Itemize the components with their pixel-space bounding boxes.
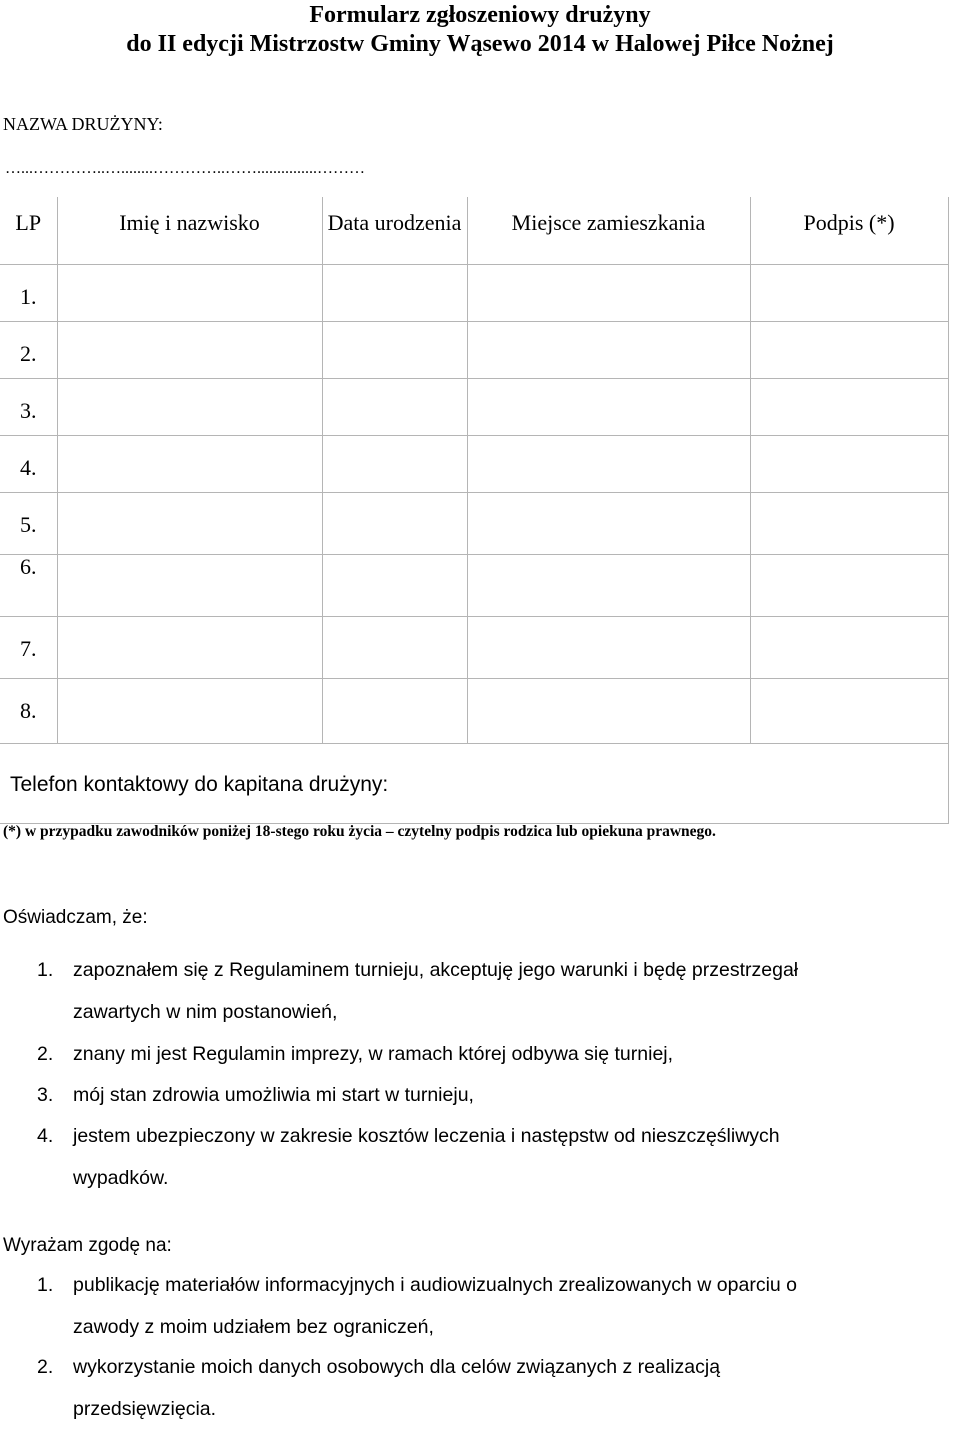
consent-item-text: publikację materiałów informacyjnych i audiowizualnych zrealizowanych w oparciu o: [73, 1274, 798, 1296]
signature-cell[interactable]: [750, 554, 948, 616]
declaration-item-number: 3.: [37, 1084, 54, 1106]
birthdate-cell[interactable]: [322, 321, 467, 378]
column-header-residence: Miejsce zamieszkania: [467, 197, 750, 264]
consent-item: [37, 1264, 958, 1348]
declaration-item-text: zapoznałem się z Regulaminem turnieju, akceptuję jego warunki i będę przestrzegał: [73, 959, 799, 981]
team-name-label: NAZWA DRUŻYNY:: [3, 114, 163, 134]
team-name-field[interactable]: …...…………..…........…………..……...............………: [5, 160, 365, 177]
residence-cell[interactable]: [467, 264, 750, 321]
table-row: [0, 492, 948, 554]
table-row: [0, 554, 948, 616]
consent-item: [37, 1346, 958, 1430]
declaration-item: [37, 1033, 958, 1075]
name-cell[interactable]: [57, 435, 322, 492]
declaration-item: [37, 949, 958, 1033]
row-number: 1.: [0, 264, 57, 321]
declaration-item-text: znany mi jest Regulamin imprezy, w ramach której odbywa się turniej,: [73, 1043, 674, 1065]
birthdate-cell[interactable]: [322, 616, 467, 678]
declaration-item: [37, 1115, 958, 1199]
residence-cell[interactable]: [467, 321, 750, 378]
declaration-item-number: 1.: [37, 959, 54, 981]
table-row: [0, 264, 948, 321]
declaration-item: [37, 1074, 958, 1116]
table-row: [0, 378, 948, 435]
signature-cell[interactable]: [750, 378, 948, 435]
name-cell[interactable]: [57, 492, 322, 554]
row-number: 2.: [0, 321, 57, 378]
birthdate-cell[interactable]: [322, 554, 467, 616]
name-cell[interactable]: [57, 616, 322, 678]
signature-cell[interactable]: [750, 264, 948, 321]
birthdate-cell[interactable]: [322, 492, 467, 554]
row-number: 8.: [0, 678, 57, 743]
row-number: 7.: [0, 616, 57, 678]
birthdate-cell[interactable]: [322, 264, 467, 321]
row-number: 6.: [0, 554, 57, 616]
declaration-item-number: 4.: [37, 1125, 54, 1147]
declaration-item-number: 2.: [37, 1043, 54, 1065]
name-cell[interactable]: [57, 321, 322, 378]
consent-item-number: 2.: [37, 1356, 54, 1378]
signature-cell[interactable]: [750, 678, 948, 743]
residence-cell[interactable]: [467, 678, 750, 743]
name-cell[interactable]: [57, 678, 322, 743]
consent-heading: Wyrażam zgodę na:: [3, 1235, 172, 1256]
signature-cell[interactable]: [750, 492, 948, 554]
table-row: [0, 435, 948, 492]
declaration-item-text: mój stan zdrowia umożliwia mi start w turnieju,: [73, 1084, 474, 1106]
table-row: [0, 616, 948, 678]
column-header-birthdate: Data urodzenia: [322, 197, 467, 264]
birthdate-cell[interactable]: [322, 678, 467, 743]
birthdate-cell[interactable]: [322, 378, 467, 435]
captain-phone-row: [0, 743, 948, 823]
signature-cell[interactable]: [750, 435, 948, 492]
residence-cell[interactable]: [467, 378, 750, 435]
table-row: [0, 678, 948, 743]
form-title-line1: Formularz zgłoszeniowy drużyny: [309, 2, 651, 28]
consent-item-line2: przedsięwzięcia.: [73, 1398, 217, 1420]
residence-cell[interactable]: [467, 616, 750, 678]
declaration-item-line: [73, 949, 958, 991]
declaration-item-line2: wypadków.: [73, 1167, 169, 1189]
row-number: 3.: [0, 378, 57, 435]
name-cell[interactable]: [57, 378, 322, 435]
declaration-item-text: jestem ubezpieczony w zakresie kosztów leczenia i następstw od nieszczęśliwych: [73, 1125, 780, 1147]
consent-item-line2: zawody z moim udziałem bez ograniczeń,: [73, 1316, 434, 1338]
row-number: 4.: [0, 435, 57, 492]
consent-item-number: 1.: [37, 1274, 54, 1296]
column-header-signature: Podpis (*): [750, 197, 948, 264]
row-number: 5.: [0, 492, 57, 554]
residence-cell[interactable]: [467, 435, 750, 492]
consent-item-text: wykorzystanie moich danych osobowych dla celów związanych z realizacją: [73, 1356, 721, 1378]
declaration-item-line2: zawartych w nim postanowień,: [73, 1001, 338, 1023]
table-row: [0, 321, 948, 378]
name-cell[interactable]: [57, 264, 322, 321]
signature-footnote: (*) w przypadku zawodników poniżej 18-stego roku życia – czytelny podpis rodzica lub opiekuna prawnego.: [3, 823, 716, 840]
roster-header-row: [0, 197, 948, 264]
column-header-lp: LP: [0, 197, 57, 264]
residence-cell[interactable]: [467, 492, 750, 554]
captain-phone-label: Telefon kontaktowy do kapitana drużyny:: [10, 772, 389, 796]
residence-cell[interactable]: [467, 554, 750, 616]
declaration-heading: Oświadczam, że:: [3, 907, 148, 928]
roster-table: [0, 197, 949, 824]
column-header-name: Imię i nazwisko: [57, 197, 322, 264]
signature-cell[interactable]: [750, 321, 948, 378]
name-cell[interactable]: [57, 554, 322, 616]
signature-cell[interactable]: [750, 616, 948, 678]
captain-phone-field[interactable]: [0, 743, 948, 823]
form-title-line2: do II edycji Mistrzostw Gminy Wąsewo 2014 w Halowej Piłce Nożnej: [126, 31, 834, 57]
birthdate-cell[interactable]: [322, 435, 467, 492]
